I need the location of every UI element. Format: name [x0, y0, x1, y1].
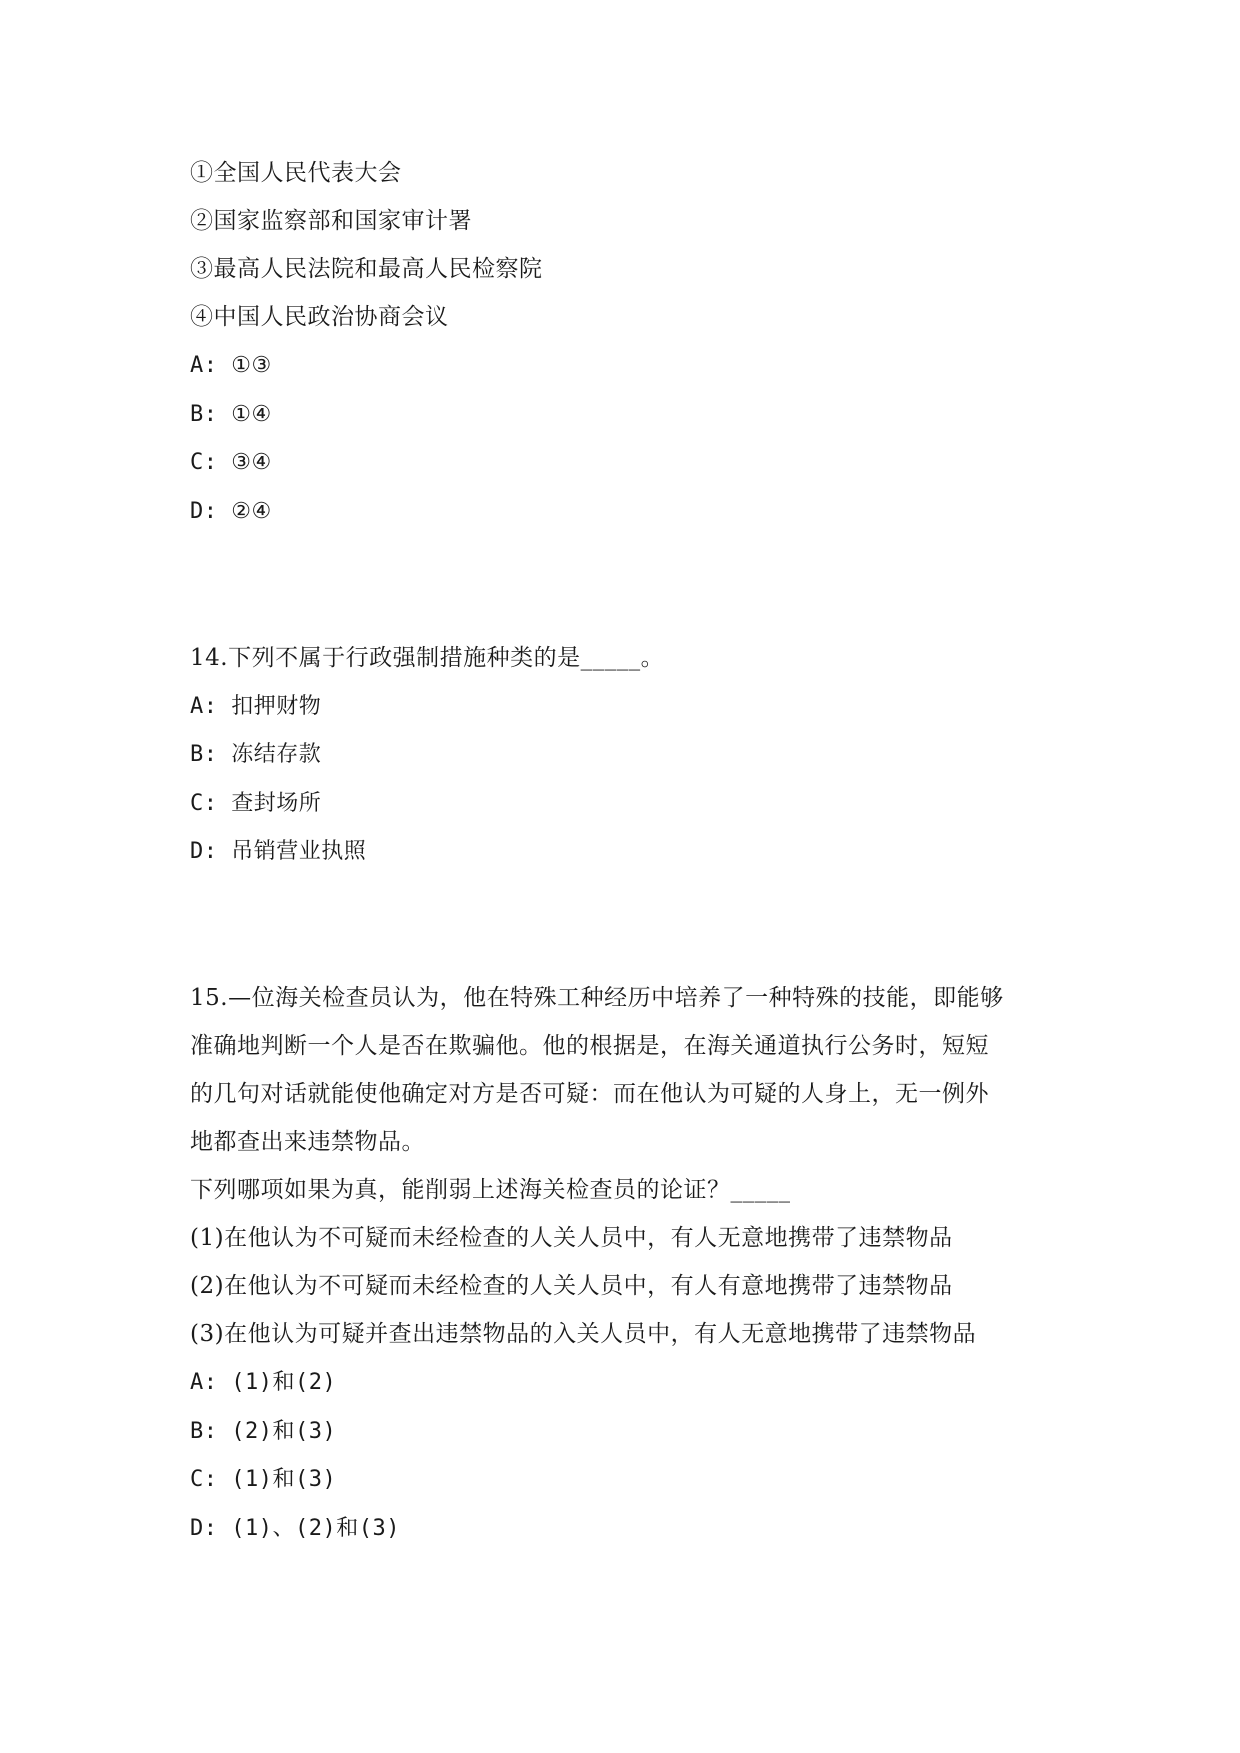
statement-item-1: ①全国人民代表大会 — [190, 160, 402, 186]
q15-option-d: D: (1)、(2)和(3) — [190, 1516, 400, 1541]
question-15-prompt: 下列哪项如果为真，能削弱上述海关检查员的论证？_____ — [190, 1177, 791, 1203]
statement-item-3: ③最高人民法院和最高人民检察院 — [190, 256, 543, 282]
q15-option-b: B: (2)和(3) — [190, 1419, 337, 1444]
question-15-stem-line-4: 地都查出来违禁物品。 — [190, 1129, 425, 1155]
statement-item-2: ②国家监察部和国家审计署 — [190, 208, 472, 234]
q15-statement-3: (3)在他认为可疑并查出违禁物品的入关人员中，有人无意地携带了违禁物品 — [190, 1321, 977, 1347]
option-c: C: ③④ — [190, 450, 272, 475]
option-d: D: ②④ — [190, 499, 272, 524]
question-15-stem-line-3: 的几句对话就能使他确定对方是否可疑：而在他认为可疑的人身上，无一例外 — [190, 1081, 989, 1107]
q15-statement-2: (2)在他认为不可疑而未经检查的人关人员中，有人有意地携带了违禁物品 — [190, 1273, 953, 1299]
option-b: B: ①④ — [190, 402, 272, 427]
q14-option-d: D: 吊销营业执照 — [190, 839, 367, 864]
q15-option-c: C: (1)和(3) — [190, 1467, 337, 1492]
q15-option-a: A: (1)和(2) — [190, 1370, 337, 1395]
question-15-stem-line-2: 准确地判断一个人是否在欺骗他。他的根据是，在海关通道执行公务时，短短 — [190, 1033, 989, 1059]
option-a: A: ①③ — [190, 353, 272, 378]
q14-option-c: C: 查封场所 — [190, 791, 322, 816]
q14-option-a: A: 扣押财物 — [190, 694, 322, 719]
statement-item-4: ④中国人民政治协商会议 — [190, 304, 449, 330]
question-15-stem-line-1: 15.—位海关检查员认为，他在特殊工种经历中培养了一种特殊的技能，即能够 — [190, 985, 1004, 1011]
question-14-stem: 14.下列不属于行政强制措施种类的是_____。 — [190, 645, 665, 671]
q15-statement-1: (1)在他认为不可疑而未经检查的人关人员中，有人无意地携带了违禁物品 — [190, 1225, 953, 1251]
q14-option-b: B: 冻结存款 — [190, 742, 322, 767]
